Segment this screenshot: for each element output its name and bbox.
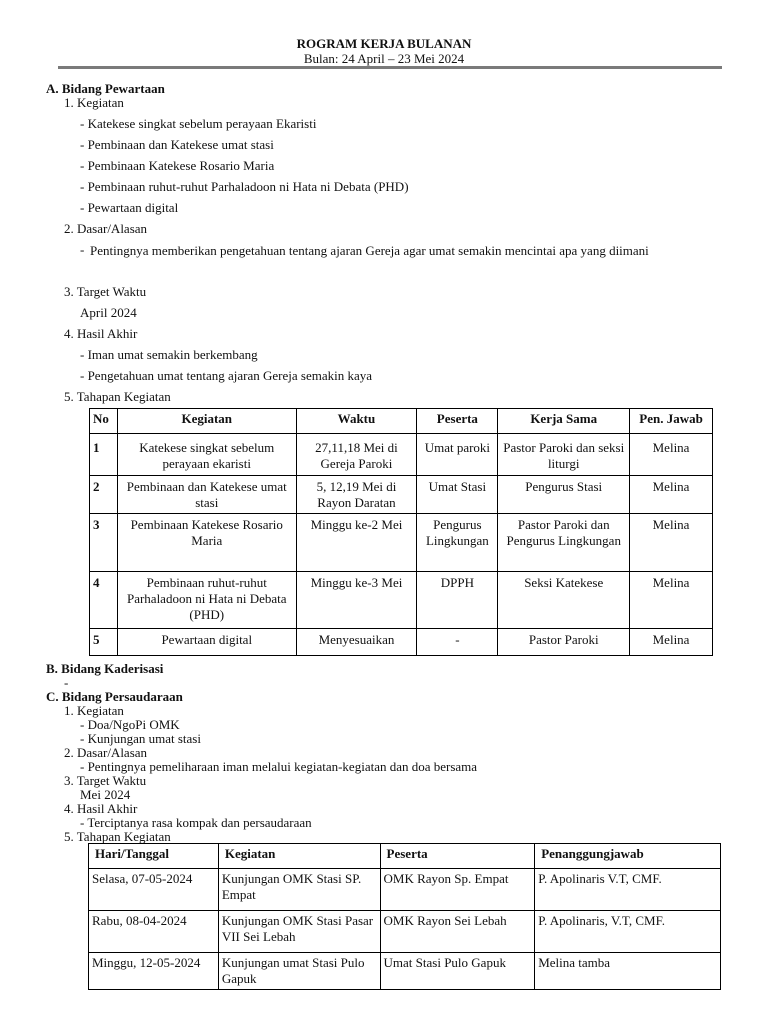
- section-c-tahapan-heading: 5. Tahapan Kegiatan: [64, 829, 171, 844]
- section-a-dasar-heading: 2. Dasar/Alasan: [64, 221, 148, 236]
- section-a-kegiatan-item: - Pembinaan Katekese Rosario Maria: [80, 158, 275, 173]
- table-row: [90, 572, 713, 629]
- table-header-row: [89, 844, 721, 869]
- table-row: [90, 514, 713, 572]
- table-cell: P. Apolinaris V.T, CMF.: [535, 869, 721, 911]
- section-a-hasil-item: - Pengetahuan umat tentang ajaran Gereja semakin kaya: [80, 368, 373, 383]
- table-cell: Melina tamba: [535, 953, 721, 990]
- table-cell: -: [417, 629, 498, 656]
- document-subtitle: Bulan: 24 April – 23 Mei 2024: [303, 51, 465, 66]
- table-cell: Pewartaan digital: [117, 629, 296, 656]
- table-cell: 2: [90, 476, 118, 514]
- table-row: [90, 434, 713, 476]
- section-c-hasil-item: - Terciptanya rasa kompak dan persaudaraan: [80, 815, 312, 830]
- table-cell: Minggu ke-2 Mei: [296, 514, 417, 572]
- table-cell: OMK Rayon Sp. Empat: [380, 869, 535, 911]
- column-header: Waktu: [296, 409, 417, 434]
- table-cell: Rabu, 08-04-2024: [89, 911, 219, 953]
- table-cell: OMK Rayon Sei Lebah: [380, 911, 535, 953]
- table-cell: Kunjungan OMK Stasi Pasar VII Sei Lebah: [218, 911, 380, 953]
- table-header-row: [90, 409, 713, 434]
- section-c-dasar-heading: 2. Dasar/Alasan: [64, 745, 148, 760]
- section-a-dasar-text: Pentingnya memberikan pengetahuan tentang ajaran Gereja agar umat semakin mencintai apa yang diimani: [90, 243, 649, 258]
- table-row: [89, 953, 721, 990]
- column-header: Hari/Tanggal: [89, 844, 219, 869]
- section-c-kegiatan-item: - Kunjungan umat stasi: [80, 731, 201, 746]
- table-cell: Melina: [630, 434, 713, 476]
- section-a-kegiatan-item: - Katekese singkat sebelum perayaan Ekaristi: [80, 116, 317, 131]
- table-cell: Minggu, 12-05-2024: [89, 953, 219, 990]
- table-cell: Seksi Katekese: [498, 572, 630, 629]
- section-a-kegiatan-item: - Pewartaan digital: [80, 200, 179, 215]
- document-header: [0, 36, 768, 66]
- section-c-target-heading: 3. Target Waktu: [64, 773, 147, 788]
- table-cell: Selasa, 07-05-2024: [89, 869, 219, 911]
- table-row: [89, 911, 721, 953]
- section-c-heading: C. Bidang Persaudaraan: [46, 689, 183, 704]
- table-cell: Umat Stasi: [417, 476, 498, 514]
- column-header: Kegiatan: [117, 409, 296, 434]
- section-a-hasil-heading: 4. Hasil Akhir: [64, 326, 138, 341]
- column-header: Kegiatan: [218, 844, 380, 869]
- table-cell: Melina: [630, 629, 713, 656]
- table-cell: 4: [90, 572, 118, 629]
- section-a-target-heading: 3. Target Waktu: [64, 284, 147, 299]
- column-header: No: [90, 409, 118, 434]
- column-header: Pen. Jawab: [630, 409, 713, 434]
- document-title: ROGRAM KERJA BULANAN: [296, 36, 472, 51]
- table-cell: Katekese singkat sebelum perayaan ekaristi: [117, 434, 296, 476]
- section-c-kegiatan-item: - Doa/NgoPi OMK: [80, 717, 180, 732]
- table-row: [90, 629, 713, 656]
- table-cell: Umat paroki: [417, 434, 498, 476]
- section-c-kegiatan-heading: 1. Kegiatan: [64, 703, 124, 718]
- table-cell: Pengurus Stasi: [498, 476, 630, 514]
- section-a-heading: A. Bidang Pewartaan: [46, 81, 165, 96]
- table-cell: 5, 12,19 Mei di Rayon Daratan: [296, 476, 417, 514]
- section-c-dasar-item: - Pentingnya pemeliharaan iman melalui kegiatan-kegiatan dan doa bersama: [80, 759, 478, 774]
- table-cell: Pastor Paroki dan Pengurus Lingkungan: [498, 514, 630, 572]
- table-cell: Kunjungan OMK Stasi SP. Empat: [218, 869, 380, 911]
- section-c-hasil-heading: 4. Hasil Akhir: [64, 801, 138, 816]
- table-cell: Pastor Paroki dan seksi liturgi: [498, 434, 630, 476]
- section-a-tahapan-heading: 5. Tahapan Kegiatan: [64, 389, 171, 404]
- section-a-hasil-item: - Iman umat semakin berkembang: [80, 347, 258, 362]
- table-cell: P. Apolinaris, V.T, CMF.: [535, 911, 721, 953]
- table-cell: Melina: [630, 514, 713, 572]
- table-cell: Pastor Paroki: [498, 629, 630, 656]
- section-b-content: -: [64, 675, 69, 690]
- table-cell: Menyesuaikan: [296, 629, 417, 656]
- column-header: Peserta: [417, 409, 498, 434]
- section-a-target-value: April 2024: [80, 305, 137, 320]
- table-cell: Pembinaan ruhut-ruhut Parhaladoon ni Hata ni Debata (PHD): [117, 572, 296, 629]
- table-cell: Pengurus Lingkungan: [417, 514, 498, 572]
- table-cell: Minggu ke-3 Mei: [296, 572, 417, 629]
- column-header: Peserta: [380, 844, 535, 869]
- column-header: Penanggungjawab: [535, 844, 721, 869]
- section-a-kegiatan-item: - Pembinaan ruhut-ruhut Parhaladoon ni Hata ni Debata (PHD): [80, 179, 409, 194]
- table-cell: 1: [90, 434, 118, 476]
- column-header: Kerja Sama: [498, 409, 630, 434]
- table-cell: 27,11,18 Mei di Gereja Paroki: [296, 434, 417, 476]
- table-cell: Melina: [630, 572, 713, 629]
- table-cell: 5: [90, 629, 118, 656]
- table-cell: Kunjungan umat Stasi Pulo Gapuk: [218, 953, 380, 990]
- table-cell: 3: [90, 514, 118, 572]
- table-cell: Umat Stasi Pulo Gapuk: [380, 953, 535, 990]
- table-cell: Pembinaan dan Katekese umat stasi: [117, 476, 296, 514]
- section-b-heading: B. Bidang Kaderisasi: [46, 661, 164, 676]
- tahapan-kegiatan-table-a: [89, 408, 713, 656]
- section-a-kegiatan-item: - Pembinaan dan Katekese umat stasi: [80, 137, 274, 152]
- table-cell: Pembinaan Katekese Rosario Maria: [117, 514, 296, 572]
- tahapan-kegiatan-table-c: [88, 843, 721, 990]
- section-c-target-value: Mei 2024: [80, 787, 131, 802]
- table-row: [90, 476, 713, 514]
- table-cell: Melina: [630, 476, 713, 514]
- section-a-kegiatan-heading: 1. Kegiatan: [64, 95, 124, 110]
- table-row: [89, 869, 721, 911]
- header-divider: [58, 66, 722, 69]
- table-cell: DPPH: [417, 572, 498, 629]
- section-a-dasar-dash: -: [80, 242, 85, 257]
